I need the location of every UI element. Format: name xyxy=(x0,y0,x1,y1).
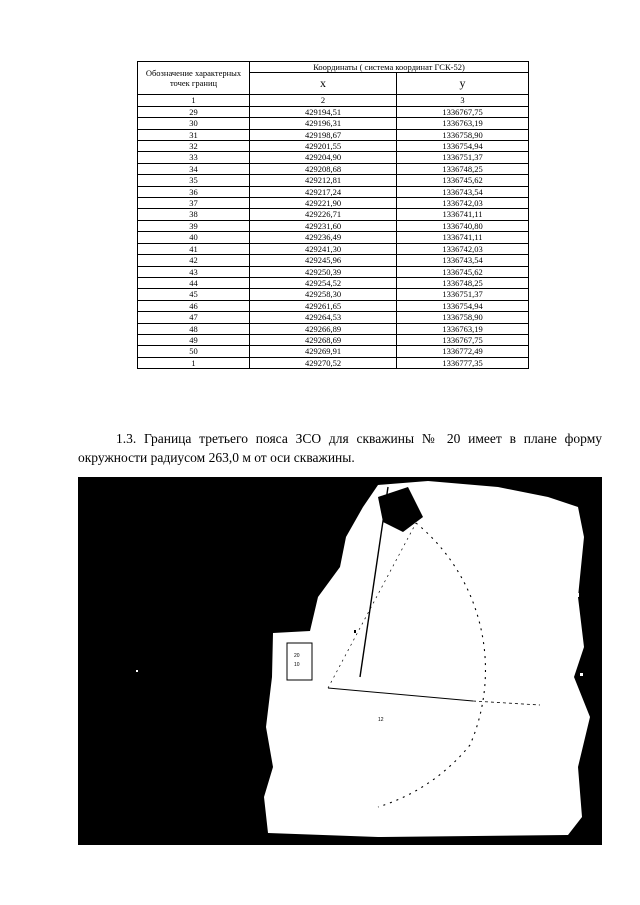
y-coordinate-cell: 1336745,62 xyxy=(397,266,529,277)
y-coordinate-cell: 1336767,75 xyxy=(397,106,529,117)
x-coordinate-cell: 429269,91 xyxy=(250,346,397,357)
x-coordinate-cell: 429231,60 xyxy=(250,220,397,231)
table-row xyxy=(138,129,529,140)
scan-speckle xyxy=(580,673,583,676)
y-coordinate-cell: 1336748,25 xyxy=(397,163,529,174)
table-row xyxy=(138,266,529,277)
table-row xyxy=(138,186,529,197)
x-coordinate-cell: 429201,55 xyxy=(250,141,397,152)
point-number-cell: 39 xyxy=(138,220,250,231)
x-coordinate-cell: 429226,71 xyxy=(250,209,397,220)
point-number-cell: 48 xyxy=(138,323,250,334)
y-coordinate-cell: 1336777,35 xyxy=(397,357,529,368)
table-row xyxy=(138,141,529,152)
y-coordinate-cell: 1336767,75 xyxy=(397,334,529,345)
scan-speckle xyxy=(136,670,138,672)
y-coordinate-cell: 1336754,94 xyxy=(397,300,529,311)
table-row xyxy=(138,209,529,220)
x-coordinate-cell: 429245,96 xyxy=(250,255,397,266)
map-label: 12 xyxy=(378,717,384,723)
coordinates-table xyxy=(137,61,529,369)
x-coordinate-cell: 429266,89 xyxy=(250,323,397,334)
point-number-cell: 38 xyxy=(138,209,250,220)
point-number-cell: 31 xyxy=(138,129,250,140)
map-label: 10 xyxy=(294,662,300,668)
y-coordinate-cell: 1336741,11 xyxy=(397,209,529,220)
column-number: 1 xyxy=(138,95,250,106)
point-number-cell: 41 xyxy=(138,243,250,254)
point-number-cell: 34 xyxy=(138,163,250,174)
point-number-cell: 50 xyxy=(138,346,250,357)
table-row xyxy=(138,220,529,231)
x-coordinate-cell: 429241,30 xyxy=(250,243,397,254)
header-point-designation: Обозначение характерных точек границ xyxy=(138,62,250,95)
y-coordinate-cell: 1336740,80 xyxy=(397,220,529,231)
coordinates-table-body xyxy=(138,106,529,368)
y-coordinate-cell: 1336758,90 xyxy=(397,129,529,140)
table-row xyxy=(138,175,529,186)
y-coordinate-cell: 1336742,03 xyxy=(397,243,529,254)
x-coordinate-cell: 429254,52 xyxy=(250,277,397,288)
map-label: 20 xyxy=(294,653,300,659)
y-coordinate-cell: 1336742,03 xyxy=(397,198,529,209)
zone-boundary-paragraph xyxy=(78,429,602,467)
y-coordinate-cell: 1336758,90 xyxy=(397,312,529,323)
x-coordinate-cell: 429250,39 xyxy=(250,266,397,277)
point-number-cell: 42 xyxy=(138,255,250,266)
paragraph-text: 1.3. Граница третьего пояса ЗСО для скважины № 20 имеет в плане форму окружности радиусом 263,0 м от оси скважины. xyxy=(78,431,602,465)
point-number-cell: 47 xyxy=(138,312,250,323)
x-coordinate-cell: 429261,65 xyxy=(250,300,397,311)
x-coordinate-cell: 429204,90 xyxy=(250,152,397,163)
point-number-cell: 35 xyxy=(138,175,250,186)
point-number-cell: 43 xyxy=(138,266,250,277)
x-coordinate-cell: 429236,49 xyxy=(250,232,397,243)
y-coordinate-cell: 1336741,11 xyxy=(397,232,529,243)
x-coordinate-cell: 429196,31 xyxy=(250,118,397,129)
x-coordinate-cell: 429217,24 xyxy=(250,186,397,197)
point-number-cell: 49 xyxy=(138,334,250,345)
point-number-cell: 30 xyxy=(138,118,250,129)
table-row xyxy=(138,232,529,243)
column-number-row xyxy=(138,95,529,106)
y-coordinate-cell: 1336745,62 xyxy=(397,175,529,186)
x-coordinate-cell: 429221,90 xyxy=(250,198,397,209)
header-coordinate-system: Координаты ( система координат ГСК-52) xyxy=(250,62,529,73)
point-number-cell: 45 xyxy=(138,289,250,300)
y-coordinate-cell: 1336748,25 xyxy=(397,277,529,288)
point-number-cell: 1 xyxy=(138,357,250,368)
point-number-cell: 37 xyxy=(138,198,250,209)
site-plan-drawing xyxy=(78,477,602,845)
y-coordinate-cell: 1336772,49 xyxy=(397,346,529,357)
x-coordinate-cell: 429270,52 xyxy=(250,357,397,368)
table-row xyxy=(138,357,529,368)
point-number-cell: 36 xyxy=(138,186,250,197)
y-coordinate-cell: 1336763,19 xyxy=(397,323,529,334)
y-coordinate-cell: 1336743,54 xyxy=(397,255,529,266)
x-coordinate-cell: 429264,53 xyxy=(250,312,397,323)
y-coordinate-cell: 1336763,19 xyxy=(397,118,529,129)
table-row xyxy=(138,312,529,323)
table-row xyxy=(138,243,529,254)
header-y: у xyxy=(397,73,529,95)
y-coordinate-cell: 1336751,37 xyxy=(397,152,529,163)
y-coordinate-cell: 1336743,54 xyxy=(397,186,529,197)
column-number: 2 xyxy=(250,95,397,106)
table-row xyxy=(138,198,529,209)
table-row xyxy=(138,163,529,174)
table-row xyxy=(138,106,529,117)
y-coordinate-cell: 1336751,37 xyxy=(397,289,529,300)
scan-speckle xyxy=(354,630,356,633)
x-coordinate-cell: 429268,69 xyxy=(250,334,397,345)
point-number-cell: 46 xyxy=(138,300,250,311)
site-plan-scan xyxy=(78,477,602,845)
y-coordinate-cell: 1336754,94 xyxy=(397,141,529,152)
x-coordinate-cell: 429258,30 xyxy=(250,289,397,300)
header-x: х xyxy=(250,73,397,95)
point-number-cell: 32 xyxy=(138,141,250,152)
table-row xyxy=(138,118,529,129)
point-number-cell: 44 xyxy=(138,277,250,288)
scan-speckle xyxy=(576,593,579,597)
plan-paper-area xyxy=(264,481,590,837)
x-coordinate-cell: 429208,68 xyxy=(250,163,397,174)
table-row xyxy=(138,334,529,345)
x-coordinate-cell: 429198,67 xyxy=(250,129,397,140)
point-number-cell: 33 xyxy=(138,152,250,163)
table-row xyxy=(138,300,529,311)
table-row xyxy=(138,323,529,334)
x-coordinate-cell: 429212,81 xyxy=(250,175,397,186)
table-row xyxy=(138,346,529,357)
column-number: 3 xyxy=(397,95,529,106)
point-number-cell: 40 xyxy=(138,232,250,243)
table-row xyxy=(138,152,529,163)
point-number-cell: 29 xyxy=(138,106,250,117)
table-row xyxy=(138,289,529,300)
table-row xyxy=(138,277,529,288)
table-row xyxy=(138,255,529,266)
x-coordinate-cell: 429194,51 xyxy=(250,106,397,117)
